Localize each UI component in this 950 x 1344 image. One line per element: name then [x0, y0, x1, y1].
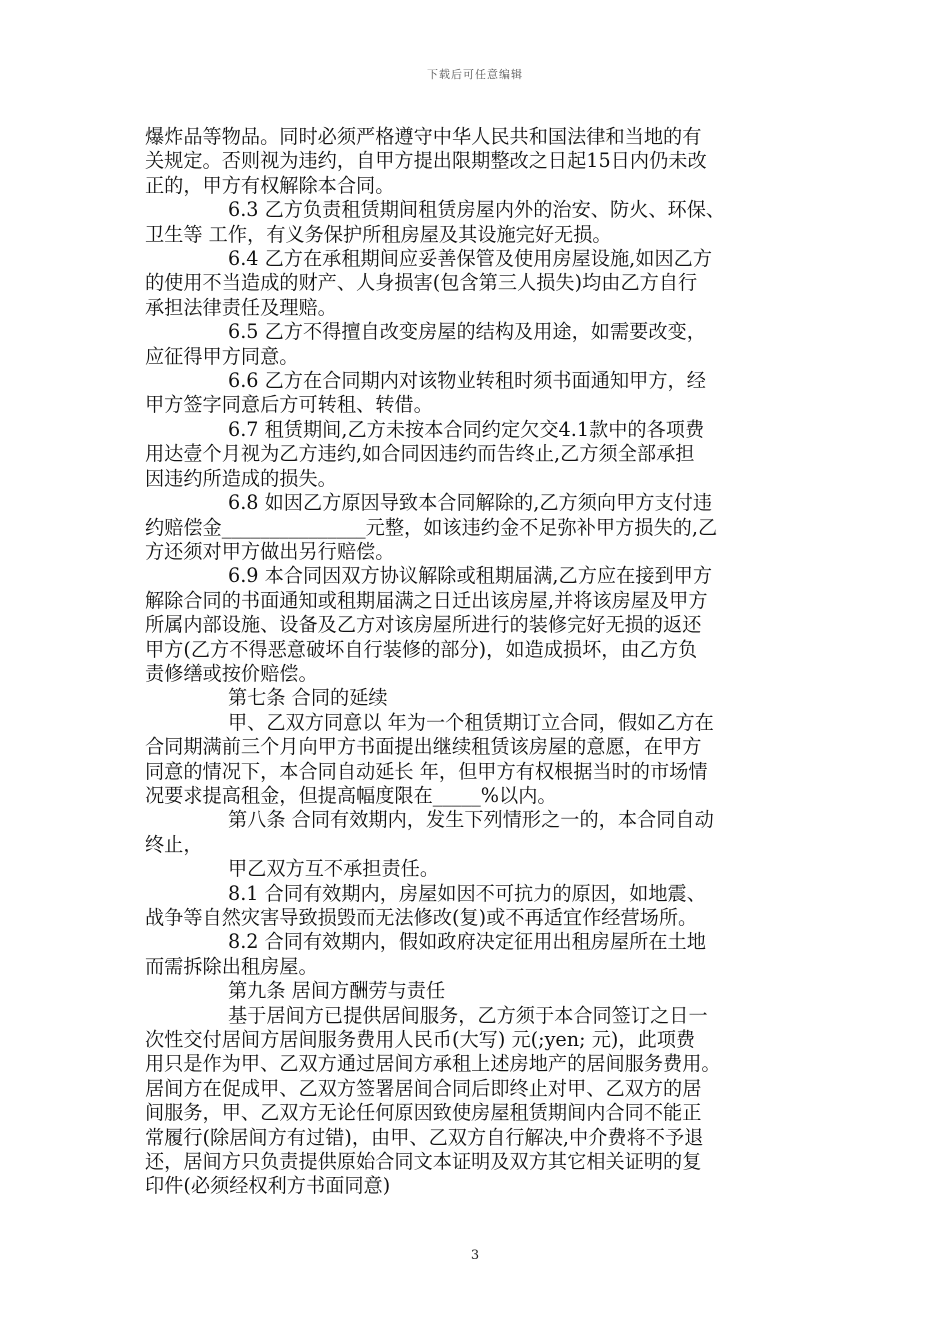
page-number: 3 [470, 1248, 480, 1263]
text-line: 况要求提高租金，但提高幅度限在_____%以内。 [145, 783, 557, 807]
text-line: 解除合同的书面通知或租期届满之日迁出该房屋,并将该房屋及甲方 [145, 588, 708, 612]
text-line: 爆炸品等物品。同时必须严格遵守中华人民共和国法律和当地的有 [145, 125, 702, 148]
text-line: 因违约所造成的损失。 [145, 466, 337, 490]
text-line: 6.7 租赁期间,乙方未按本合同约定欠交4.1款中的各项费 [228, 417, 705, 441]
text-line: 责修缮或按价赔偿。 [145, 661, 318, 685]
text-line: 还，居间方只负责提供原始合同文本证明及双方其它相关证明的复 [145, 1150, 702, 1174]
text-line: 6.9 本合同因双方协议解除或租期届满,乙方应在接到甲方 [228, 564, 713, 588]
text-line: 6.4 乙方在承租期间应妥善保管及使用房屋设施,如因乙方 [228, 247, 713, 271]
text-line: 卫生等 工作，有义务保护所租房屋及其设施完好无损。 [145, 222, 612, 246]
text-line: 基于居间方已提供居间服务，乙方须于本合同签订之日一 [228, 1003, 708, 1027]
text-line: 甲乙双方互不承担责任。 [228, 857, 440, 881]
text-line: 用达壹个月视为乙方违约,如合同因违约而告终止,乙方须全部承担 [145, 442, 695, 466]
header-note: 下载后可任意编辑 [427, 68, 523, 81]
text-line: 方还须对甲方做出另行赔偿。 [145, 539, 395, 563]
text-line: 第七条 合同的延续 [228, 686, 388, 710]
text-line: 间服务，甲、乙双方无论任何原因致使房屋租赁期间内合同不能正 [145, 1101, 702, 1125]
document-body [145, 125, 807, 1199]
text-line: 第八条 合同有效期内，发生下列情形之一的，本合同自动 [228, 808, 714, 832]
text-line: 终止， [145, 832, 203, 856]
text-line: 合同期满前三个月向甲方书面提出继续租赁该房屋的意愿，在甲方 [145, 735, 702, 759]
text-line: 甲方签字同意后方可转租、转借。 [145, 393, 433, 417]
text-line: 甲方(乙方不得恶意破坏自行装修的部分)，如造成损坏，由乙方负 [145, 637, 698, 661]
text-line: 第九条 居间方酬劳与责任 [228, 979, 446, 1003]
text-line: 而需拆除出租房屋。 [145, 954, 318, 978]
text-line: 6.5 乙方不得擅自改变房屋的结构及用途，如需要改变， [228, 320, 706, 344]
text-line: 8.1 合同有效期内，房屋如因不可抗力的原因，如地震、 [228, 881, 706, 905]
text-line: 6.8 如因乙方原因导致本合同解除的,乙方须向甲方支付违 [228, 491, 713, 515]
text-line: 用只是作为甲、乙双方通过居间方承租上述房地产的居间服务费用。 [145, 1052, 721, 1076]
text-line: 8.2 合同有效期内，假如政府决定征用出租房屋所在土地 [228, 930, 706, 954]
text-line: 战争等自然灾害导致损毁而无法修改(复)或不再适宜作经营场所。 [145, 906, 698, 929]
text-line: 约赔偿金_______________元整，如该违约金不足弥补甲方损失的,乙 [145, 515, 718, 539]
text-line: 的使用不当造成的财产、人身损害(包含第三人损失)均由乙方自行 [145, 271, 698, 295]
text-line: 常履行(除居间方有过错)，由甲、乙双方自行解决,中介费将不予退 [145, 1125, 704, 1149]
text-line: 应征得甲方同意。 [145, 344, 299, 368]
text-line: 居间方在促成甲、乙双方签署居间合同后即终止对甲、乙双方的居 [145, 1076, 702, 1100]
text-line: 所属内部设施、设备及乙方对该房屋所进行的装修完好无损的返还 [145, 613, 702, 637]
text-line: 正的，甲方有权解除本合同。 [145, 173, 395, 197]
text-line: 关规定。否则视为违约，自甲方提出限期整改之日起15日内仍未改 [145, 149, 707, 173]
text-line: 承担法律责任及理赔。 [145, 295, 337, 319]
text-line: 次性交付居间方居间服务费用人民币(大写) 元(;yen; 元)，此项费 [145, 1028, 696, 1052]
text-line: 印件(必须经权利方书面同意) [145, 1174, 391, 1198]
text-line: 6.3 乙方负责租赁期间租赁房屋内外的治安、防火、环保、 [228, 198, 726, 222]
text-line: 甲、乙双方同意以 年为一个租赁期订立合同，假如乙方在 [228, 710, 714, 734]
text-line: 6.6 乙方在合同期内对该物业转租时须书面通知甲方，经 [228, 369, 706, 393]
text-line: 同意的情况下，本合同自动延长 年，但甲方有权根据当时的市场情 [145, 759, 708, 783]
